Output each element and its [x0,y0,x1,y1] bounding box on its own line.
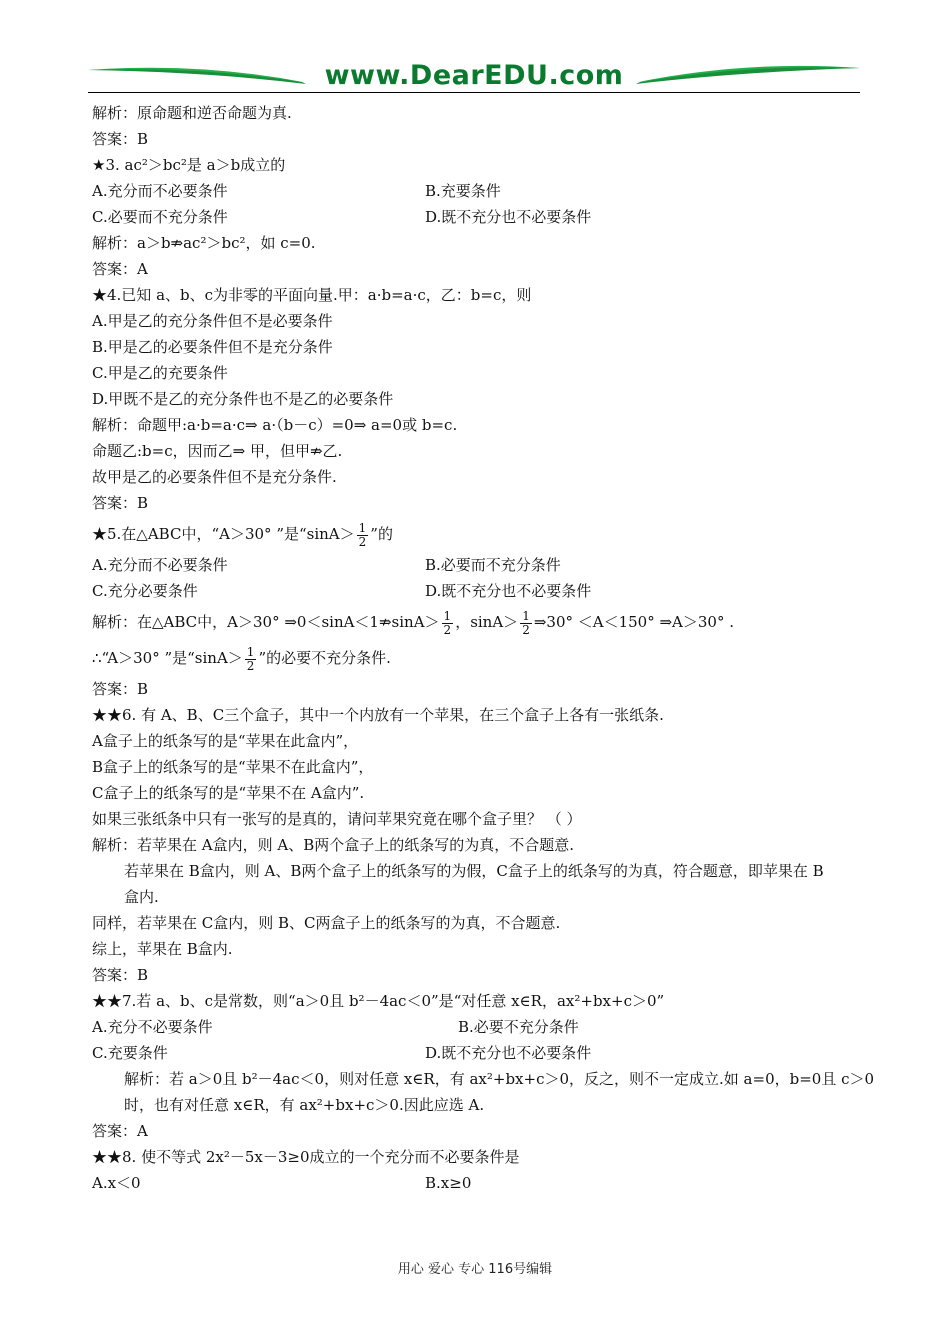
analysis-line: 命题乙:b=c，因而乙⇒ 甲，但甲⇏乙. [92,442,343,460]
option-b: B.必要不充分条件 [458,1018,579,1036]
options-row [92,552,872,578]
options-row [92,1170,872,1196]
option-b: B.甲是乙的必要条件但不是充分条件 [92,338,333,356]
question-7: ★★7.若 a、b、c是常数，则“a＞0且 b²－4ac＜0”是“对任意 x∈R，ax²+bx+c＞0” [92,992,665,1010]
analysis-part: 解析：在△ABC中，A＞30° ⇒0＜sinA＜1⇏sinA＞ [92,613,440,631]
answer-line: 答案：B [92,494,149,512]
analysis-line: 同样，若苹果在 C盒内，则 B、C两盒子上的纸条写的为真，不合题意. [92,914,561,932]
fraction-denominator: 2 [443,622,452,637]
option-b: B.充要条件 [425,182,501,200]
analysis-line: 解析：若 a＞0且 b²－4ac＜0，则对任意 x∈R，有 ax²+bx+c＞0，反之，则不一定成立.如 a=0，b=0且 c＞0 [124,1070,875,1088]
text-line: 解析：原命题和逆否命题为真. [92,104,292,122]
analysis-line: 解析：若苹果在 A盒内，则 A、B两个盒子上的纸条写的为真，不合题意. [92,836,574,854]
option-d: D.既不充分也不必要条件 [425,208,592,226]
option-c: C.甲是乙的充要条件 [92,364,228,382]
analysis-line: 若苹果在 B盒内，则 A、B两个盒子上的纸条写的为假，C盒子上的纸条写的为真，符合题意，即苹果在 B [124,862,824,880]
option-a: A.甲是乙的充分条件但不是必要条件 [92,312,333,330]
answer-line: 答案：B [92,680,149,698]
analysis-line [92,604,872,640]
analysis-part: ，sinA＞ [455,613,519,631]
header-rule [88,92,860,93]
analysis-part: ∴“A＞30° ”是“sinA＞ [92,649,243,667]
option-a: A.充分而不必要条件 [92,182,228,200]
options-row [92,1040,872,1066]
options-row [92,178,872,204]
question-5-text: ★5.在△ABC中，“A＞30° ”是“sinA＞ [92,525,355,543]
option-b: B.必要而不充分条件 [425,556,561,574]
option-a: A.充分而不必要条件 [92,556,228,574]
fraction-one-half [520,610,532,637]
header-banner [88,58,860,94]
answer-line: 答案：A [92,1122,148,1140]
option-a: A.充分不必要条件 [92,1018,213,1036]
fraction-numerator: 1 [246,644,255,659]
question-6: ★★6. 有 A、B、C三个盒子，其中一个内放有一个苹果，在三个盒子上各有一张纸条. [92,706,664,724]
fraction-one-half [245,646,257,673]
fraction-one-half [357,522,369,549]
question-8: ★★8. 使不等式 2x²－5x－3≥0成立的一个充分而不必要条件是 [92,1148,520,1166]
text-line: B盒子上的纸条写的是“苹果不在此盒内”， [92,758,374,776]
option-d: D.既不充分也不必要条件 [425,1044,592,1062]
fraction-one-half [442,610,454,637]
option-b: B.x≥0 [425,1174,472,1192]
analysis-part: ⇒30° ＜A＜150° ⇒A＞30° . [533,613,735,631]
document-body [92,100,875,1196]
fraction-denominator: 2 [358,534,367,549]
page-footer: 用心 爱心 专心 116号编辑 [397,1262,553,1277]
answer-line: 答案：A [92,260,148,278]
text-line: 如果三张纸条中只有一张写的是真的，请问苹果究竟在哪个盒子里？ （ ） [92,810,582,828]
options-row [92,204,872,230]
fraction-numerator: 1 [522,608,530,623]
question-5-text-end: ”的 [370,525,393,543]
option-c: C.充要条件 [92,1044,168,1062]
analysis-line [92,640,872,676]
option-d: D.既不充分也不必要条件 [425,582,592,600]
text-line: C盒子上的纸条写的是“苹果不在 A盒内”. [92,784,365,802]
options-row [92,578,872,604]
options-row [92,1014,872,1040]
question-4: ★4.已知 a、b、c为非零的平面向量.甲：a·b=a·c，乙：b=c，则 [92,286,532,304]
analysis-line: 盒内. [124,888,159,906]
option-d: D.甲既不是乙的充分条件也不是乙的必要条件 [92,390,394,408]
fraction-denominator: 2 [522,622,530,637]
question-3: ★3. ac²＞bc²是 a＞b成立的 [92,156,286,174]
fraction-numerator: 1 [443,608,452,623]
analysis-line: 故甲是乙的必要条件但不是充分条件. [92,468,337,486]
question-5 [92,516,872,552]
answer-line: 答案：B [92,966,149,984]
analysis-line: 时，也有对任意 x∈R，有 ax²+bx+c＞0.因此应选 A. [124,1096,485,1114]
analysis-line: 解析：a＞b⇏ac²＞bc²，如 c=0. [92,234,316,252]
text-line: A盒子上的纸条写的是“苹果在此盒内”， [92,732,359,750]
option-c: C.必要而不充分条件 [92,208,228,226]
site-logo[interactable]: www.DearEDU.com [324,60,624,91]
answer-line: 答案：B [92,130,149,148]
analysis-line: 解析：命题甲:a·b=a·c⇒ a·（b－c）=0⇒ a=0或 b=c. [92,416,458,434]
option-a: A.x＜0 [92,1174,141,1192]
analysis-part: ”的必要不充分条件. [258,649,391,667]
option-c: C.充分必要条件 [92,582,198,600]
fraction-numerator: 1 [358,520,367,535]
analysis-line: 综上，苹果在 B盒内. [92,940,233,958]
fraction-denominator: 2 [246,658,255,673]
